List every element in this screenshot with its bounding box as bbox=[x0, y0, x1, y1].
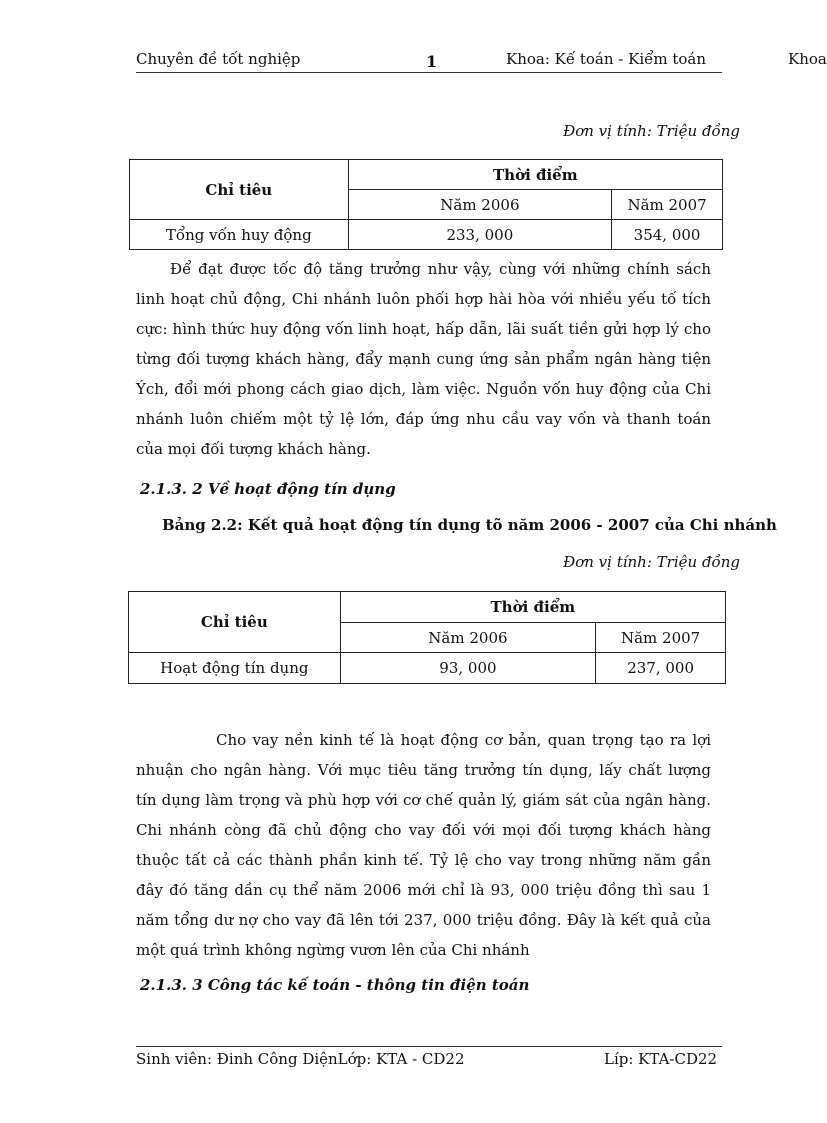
paragraph-text: Để đạt được tốc độ tăng trưởng như vậy, cùng với những chính sách linh hoạt chủ động, Chi nhánh luôn phối hợp hài hòa với nhiều yếu tố tích cực: hình thức huy động vốn linh hoạt, hấp dẫn, lãi suất tiền gửi hợp lý cho từng đối tượng khách hàng, đẩy mạnh cung ứng sản phẩm ngân hàng tiện Ých, đổi mới phong cách giao dịch, làm việc. Nguồn vốn huy động của Chi nhánh luôn chiếm một tỷ lệ lớn, đáp ứng nhu cầu vay vốn và thanh toán của mọi đối tượng khách hàng. bbox=[136, 260, 711, 458]
table-header-year-2006: Năm 2006 bbox=[348, 190, 612, 220]
row-value-2006: 233, 000 bbox=[348, 220, 612, 250]
row-label: Hoạt động tín dụng bbox=[129, 653, 341, 684]
paragraph-credit bbox=[136, 725, 711, 965]
paragraph-capital bbox=[136, 254, 711, 464]
header-center: Khoa: Kế toán - Kiểm toán bbox=[506, 50, 707, 68]
header-rule bbox=[136, 72, 722, 73]
footer-left: Sinh viên: Đinh Công DiệnLớp: KTA - CD22 bbox=[136, 1050, 465, 1068]
paragraph-text: Cho vay nền kinh tế là hoạt động cơ bản, quan trọng tạo ra lợi nhuận cho ngân hàng. Với mục tiêu tăng trưởng tín dụng, lấy chất lượng tín dụng làm trọng và phù hợp với cơ chế quản lý, giám sát của ngân hàng. Chi nhánh còng đã chủ động cho vay đối với mọi đối tượng khách hàng thuộc tất cả các thành phần kinh tế. Tỷ lệ cho vay trong những năm gần đây đó tăng dần cụ thể năm 2006 mới chỉ là 93, 000 triệu đồng thì sau 1 năm tổng dư nợ cho vay đã lên tới 237, 000 triệu đồng. Đây là kết quả của một quá trình không ngừng vươn lên của Chi nhánh bbox=[136, 731, 711, 959]
row-value-2006: 93, 000 bbox=[340, 653, 596, 684]
footer-right: Líp: KTA-CD22 bbox=[604, 1050, 718, 1068]
header-left: Chuyên đề tốt nghiệp bbox=[136, 50, 301, 68]
table-header-indicator: Chỉ tiêu bbox=[130, 160, 349, 220]
section-heading-credit: 2.1.3. 2 Về hoạt động tín dụng bbox=[140, 480, 396, 498]
row-label: Tổng vốn huy động bbox=[130, 220, 349, 250]
unit-note-1: Đơn vị tính: Triệu đồng bbox=[563, 122, 740, 140]
table-row bbox=[130, 220, 723, 250]
footer-rule bbox=[136, 1046, 722, 1047]
table-capital bbox=[129, 159, 723, 250]
table-credit bbox=[128, 591, 726, 684]
section-heading-accounting: 2.1.3. 3 Công tác kế toán - thông tin điện toán bbox=[140, 976, 530, 994]
table-header-time: Thời điểm bbox=[348, 160, 722, 190]
table-caption: Bảng 2.2: Kết quả hoạt động tín dụng tõ năm 2006 - 2007 của Chi nhánh bbox=[162, 516, 777, 534]
table-header-time: Thời điểm bbox=[340, 592, 725, 623]
header-right-cut: Khoa bbox=[788, 50, 827, 68]
row-value-2007: 237, 000 bbox=[596, 653, 726, 684]
row-value-2007: 354, 000 bbox=[612, 220, 723, 250]
table-header-indicator: Chỉ tiêu bbox=[129, 592, 341, 653]
table-header-year-2007: Năm 2007 bbox=[612, 190, 723, 220]
table-header-year-2007: Năm 2007 bbox=[596, 623, 726, 653]
unit-note-2: Đơn vị tính: Triệu đồng bbox=[563, 553, 740, 571]
table-row bbox=[129, 653, 726, 684]
table-header-year-2006: Năm 2006 bbox=[340, 623, 596, 653]
page-number: 1 bbox=[426, 52, 438, 71]
